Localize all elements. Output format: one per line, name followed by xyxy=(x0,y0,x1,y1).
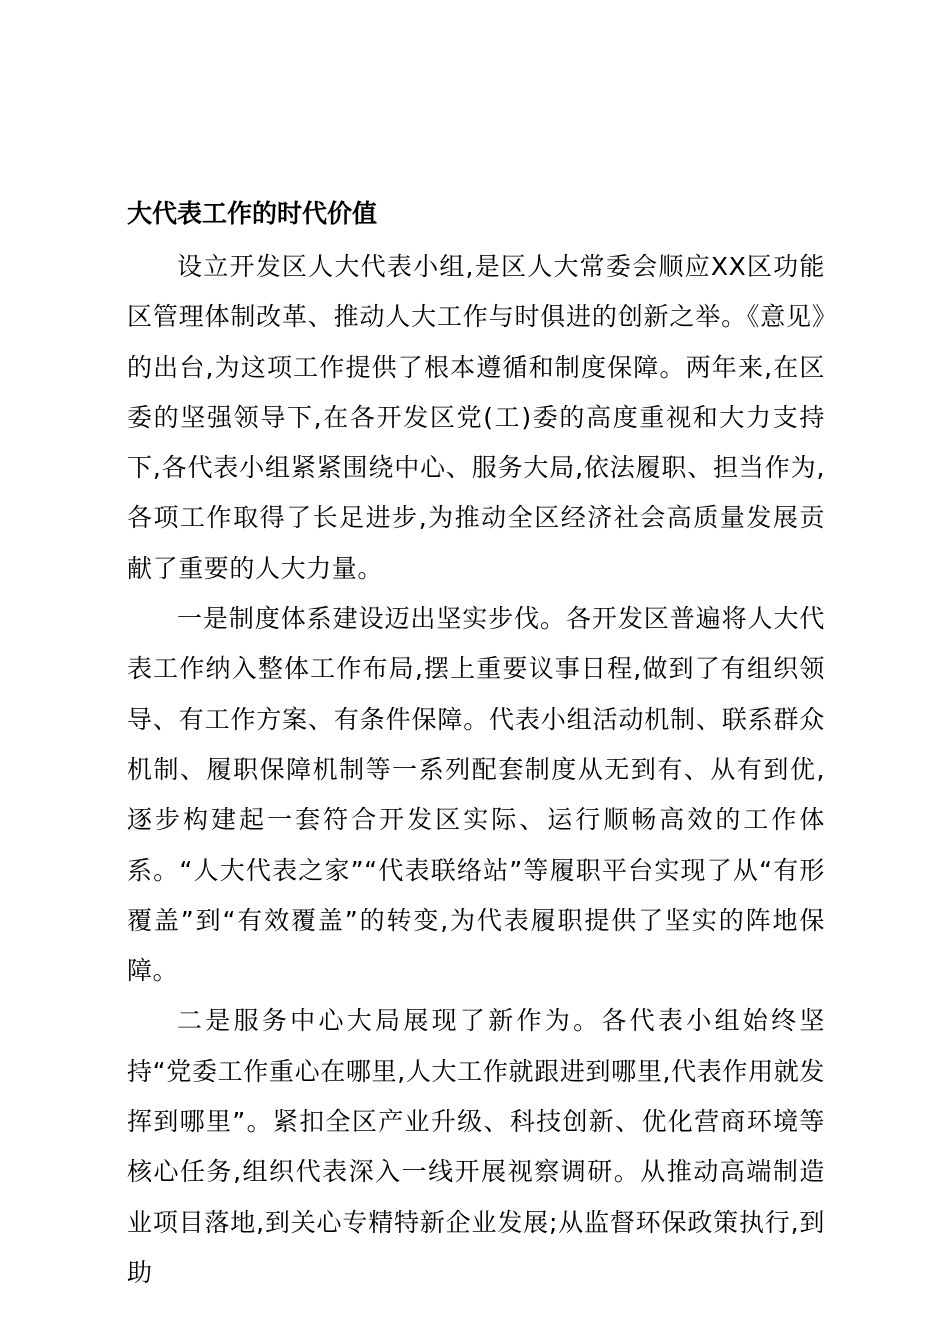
document-body xyxy=(127,194,825,1298)
paragraph-intro: 设立开发区人大代表小组,是区人大常委会顺应XX区功能区管理体制改革、推动人大工作与时俱进的创新之举。《意见》的出台,为这项工作提供了根本遵循和制度保障。两年来,在区委的坚强领导下,在各开发区党(工)委的高度重视和大力支持下,各代表小组紧紧围绕中心、服务大局,依法履职、担当作为,各项工作取得了长足进步,为推动全区经济社会高质量发展贡献了重要的人大力量。 xyxy=(127,252,825,583)
paragraph-institutional-system: 一是制度体系建设迈出坚实步伐。各开发区普遍将人大代表工作纳入整体工作布局,摆上重要议事日程,做到了有组织领导、有工作方案、有条件保障。代表小组活动机制、联系群众机制、履职保障机制等一系列配套制度从无到有、从有到优,逐步构建起一套符合开发区实际、运行顺畅高效的工作体系。“人大代表之家”“代表联络站”等履职平台实现了从“有形覆盖”到“有效覆盖”的转变,为代表履职提供了坚实的阵地保障。 xyxy=(127,604,825,986)
section-heading: 大代表工作的时代价值 xyxy=(127,199,378,228)
paragraph-serve-central-tasks: 二是服务中心大局展现了新作为。各代表小组始终坚持“党委工作重心在哪里,人大工作就跟进到哪里,代表作用就发挥到哪里”。紧扣全区产业升级、科技创新、优化营商环境等核心任务,组织代表深入一线开展视察调研。从推动高端制造业项目落地,到关心专精特新企业发展;从监督环保政策执行,到助 xyxy=(127,1006,825,1287)
